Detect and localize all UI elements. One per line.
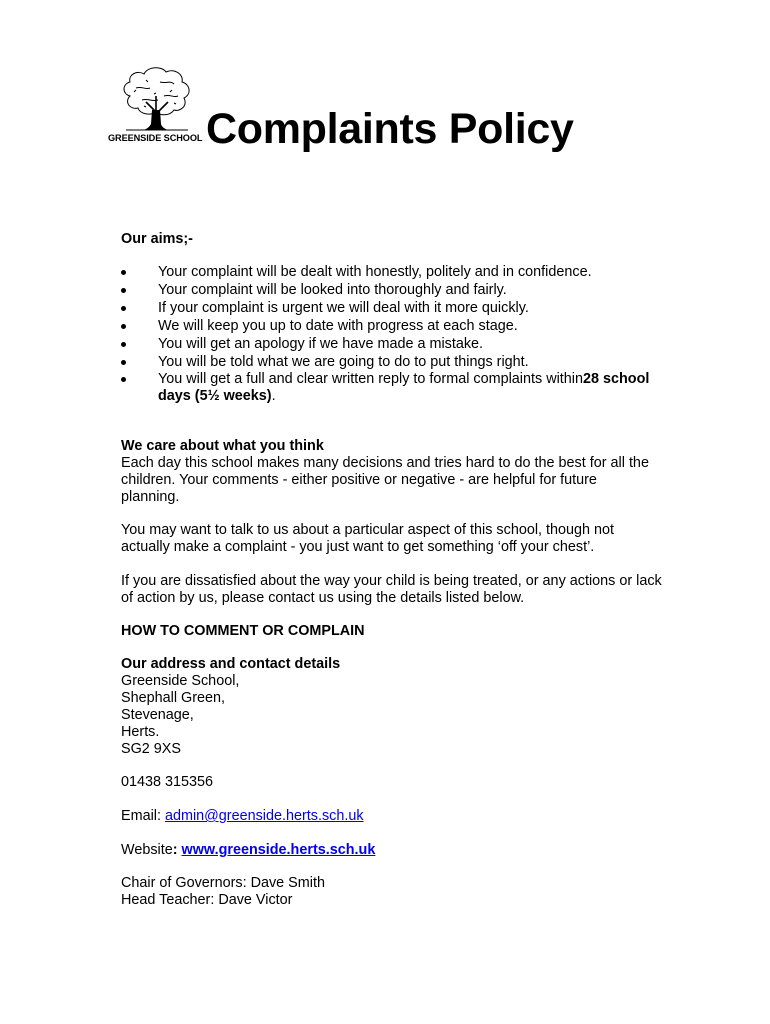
tree-icon [116, 66, 196, 134]
care-p1-line: planning. [121, 489, 180, 505]
aim-item: You will get an apology if we have made a mistake. [158, 336, 484, 352]
chair-of-governors: Chair of Governors: Dave Smith [121, 875, 325, 891]
aim-last-bold-b: days (5½ weeks) [158, 388, 272, 404]
aim-item: You will be told what we are going to do to put things right. [158, 354, 529, 370]
care-p2-line: actually make a complaint - you just want to get something ‘off your chest’. [121, 539, 595, 555]
email-link[interactable]: admin@greenside.herts.sch.uk [164, 808, 364, 824]
address-line: Stevenage, [121, 707, 194, 723]
website-label: Website [121, 842, 173, 858]
bullet-icon [121, 324, 126, 329]
email-label: Email: [121, 808, 165, 824]
school-logo [108, 66, 204, 148]
contact-heading: Our address and contact details [121, 656, 341, 672]
bullet-icon [121, 306, 126, 311]
care-p1-line: Each day this school makes many decisions and tries hard to do the best for all the [121, 455, 649, 471]
bullet-icon [121, 360, 126, 365]
head-teacher: Head Teacher: Dave Victor [121, 892, 293, 908]
address-line: Herts. [121, 724, 160, 740]
address-line: SG2 9XS [121, 741, 181, 757]
care-p3-line: If you are dissatisfied about the way your child is being treated, or any actions or lack [121, 573, 662, 589]
website-colon: : [172, 842, 182, 858]
aims-heading: Our aims;- [121, 231, 193, 247]
aim-item-last [158, 371, 649, 388]
how-heading: HOW TO COMMENT OR COMPLAIN [121, 623, 365, 639]
bullet-icon [121, 270, 126, 275]
care-p1-line: children. Your comments - either positive or negative - are helpful for future [121, 472, 597, 488]
aim-last-prefix: You will get a full and clear written reply to formal complaints within [158, 371, 583, 387]
website-line [121, 842, 375, 859]
website-link[interactable]: www.greenside.herts.sch.uk [181, 842, 376, 858]
care-p2-line: You may want to talk to us about a particular aspect of this school, though not [121, 522, 615, 538]
aim-last-bold-a: 28 school [583, 371, 650, 387]
address-line: Greenside School, [121, 673, 240, 689]
logo-text: GREENSIDE SCHOOL [108, 133, 203, 143]
phone-number: 01438 315356 [121, 774, 214, 790]
care-p3-line: of action by us, please contact us using the details listed below. [121, 590, 525, 606]
aim-last-end: . [271, 388, 276, 404]
page-title: Complaints Policy [206, 105, 574, 153]
bullet-icon [121, 342, 126, 347]
aim-item: Your complaint will be looked into thoroughly and fairly. [158, 282, 507, 298]
aim-item-last-cont [158, 388, 276, 405]
bullet-icon [121, 288, 126, 293]
aim-item: We will keep you up to date with progress at each stage. [158, 318, 518, 334]
care-heading: We care about what you think [121, 438, 324, 454]
aim-item: If your complaint is urgent we will deal with it more quickly. [158, 300, 529, 316]
address-line: Shephall Green, [121, 690, 226, 706]
email-line [121, 808, 364, 825]
aim-item: Your complaint will be dealt with honestly, politely and in confidence. [158, 264, 592, 280]
bullet-icon [121, 377, 126, 382]
